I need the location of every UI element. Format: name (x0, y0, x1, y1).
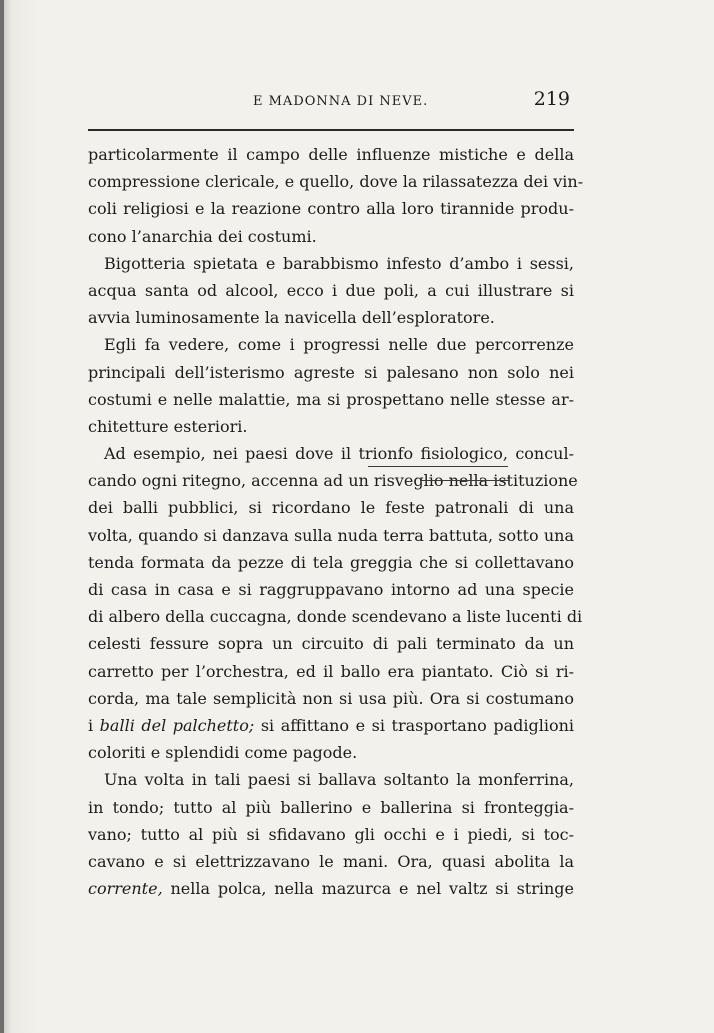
text-line: vano; tutto al più si sfidavano gli occhi e i piedi, si toc- (88, 824, 574, 844)
text-line: tenda formata da pezze di tela greggia che si collettavano (88, 552, 574, 572)
running-head: E MADONNA DI NEVE. (253, 94, 429, 109)
text-line: principali dell’isterismo agreste si palesano non solo nei (88, 362, 574, 382)
text-run: i (88, 715, 100, 735)
italic-run: balli del palchetto; (99, 715, 255, 735)
text-line: compressione clericale, e quello, dove la rilassatezza dei vin- (88, 172, 584, 192)
text-line: dei balli pubblici, si ricordano le feste patronali di una (88, 498, 574, 518)
italic-run: corrente, (88, 879, 163, 899)
header-rule (88, 129, 574, 131)
page-header (88, 88, 574, 116)
text-line: corda, ma tale semplicità non si usa più. Ora si costumano (88, 688, 574, 708)
text-line: costumi e nelle malattie, ma si prospettano nelle stesse ar- (88, 389, 574, 409)
text-line: coli religiosi e la reazione contro alla loro tirannide produ- (88, 199, 574, 219)
body-text (88, 141, 584, 902)
text-line: chitetture esteriori. (88, 416, 248, 436)
pencil-underline (368, 466, 508, 467)
page-number: 219 (533, 88, 570, 110)
text-line: cono l’anarchia dei costumi. (88, 226, 317, 246)
text-line-mixed (88, 712, 574, 739)
text-line: carretto per l’orchestra, ed il ballo era piantato. Ciò si ri- (88, 661, 574, 681)
text-line-mixed (88, 875, 574, 902)
text-line: celesti fessure sopra un circuito di pali terminato da un (88, 634, 574, 654)
text-run: nella polca, nella mazurca e nel valtz si stringe (162, 879, 574, 899)
text-run: si affittano e si trasportano padiglioni (254, 715, 574, 735)
text-line: Egli fa vedere, come i progressi nelle due percorrenze (104, 335, 574, 355)
text-line: in tondo; tutto al più ballerino e ballerina si fronteggia- (88, 797, 574, 817)
text-line: cando ogni ritegno, accenna ad un risveglio nella istituzione (88, 471, 578, 491)
text-line: cavano e si elettrizzavano le mani. Ora, quasi abolita la (88, 851, 574, 871)
text-line: coloriti e splendidi come pagode. (88, 743, 358, 763)
pencil-underline (420, 480, 510, 481)
text-line: Una volta in tali paesi si ballava soltanto la monferrina, (104, 770, 574, 790)
text-line: volta, quando si danzava sulla nuda terra battuta, sotto una (88, 525, 574, 545)
text-line: di albero della cuccagna, donde scendevano a liste lucenti di (88, 607, 583, 627)
text-line: Bigotteria spietata e barabbismo infesto d’ambo i sessi, (104, 253, 574, 273)
text-line: Ad esempio, nei paesi dove il trionfo fisiologico, concul- (104, 444, 574, 464)
text-line: avvia luminosamente la navicella dell’esploratore. (88, 308, 495, 328)
binding-edge (0, 0, 4, 1033)
text-line: di casa in casa e si raggruppavano intorno ad una specie (88, 580, 574, 599)
text-line: particolarmente il campo delle influenze mistiche e della (88, 145, 574, 164)
text-line: acqua santa od alcool, ecco i due poli, a cui illustrare si (88, 280, 574, 300)
